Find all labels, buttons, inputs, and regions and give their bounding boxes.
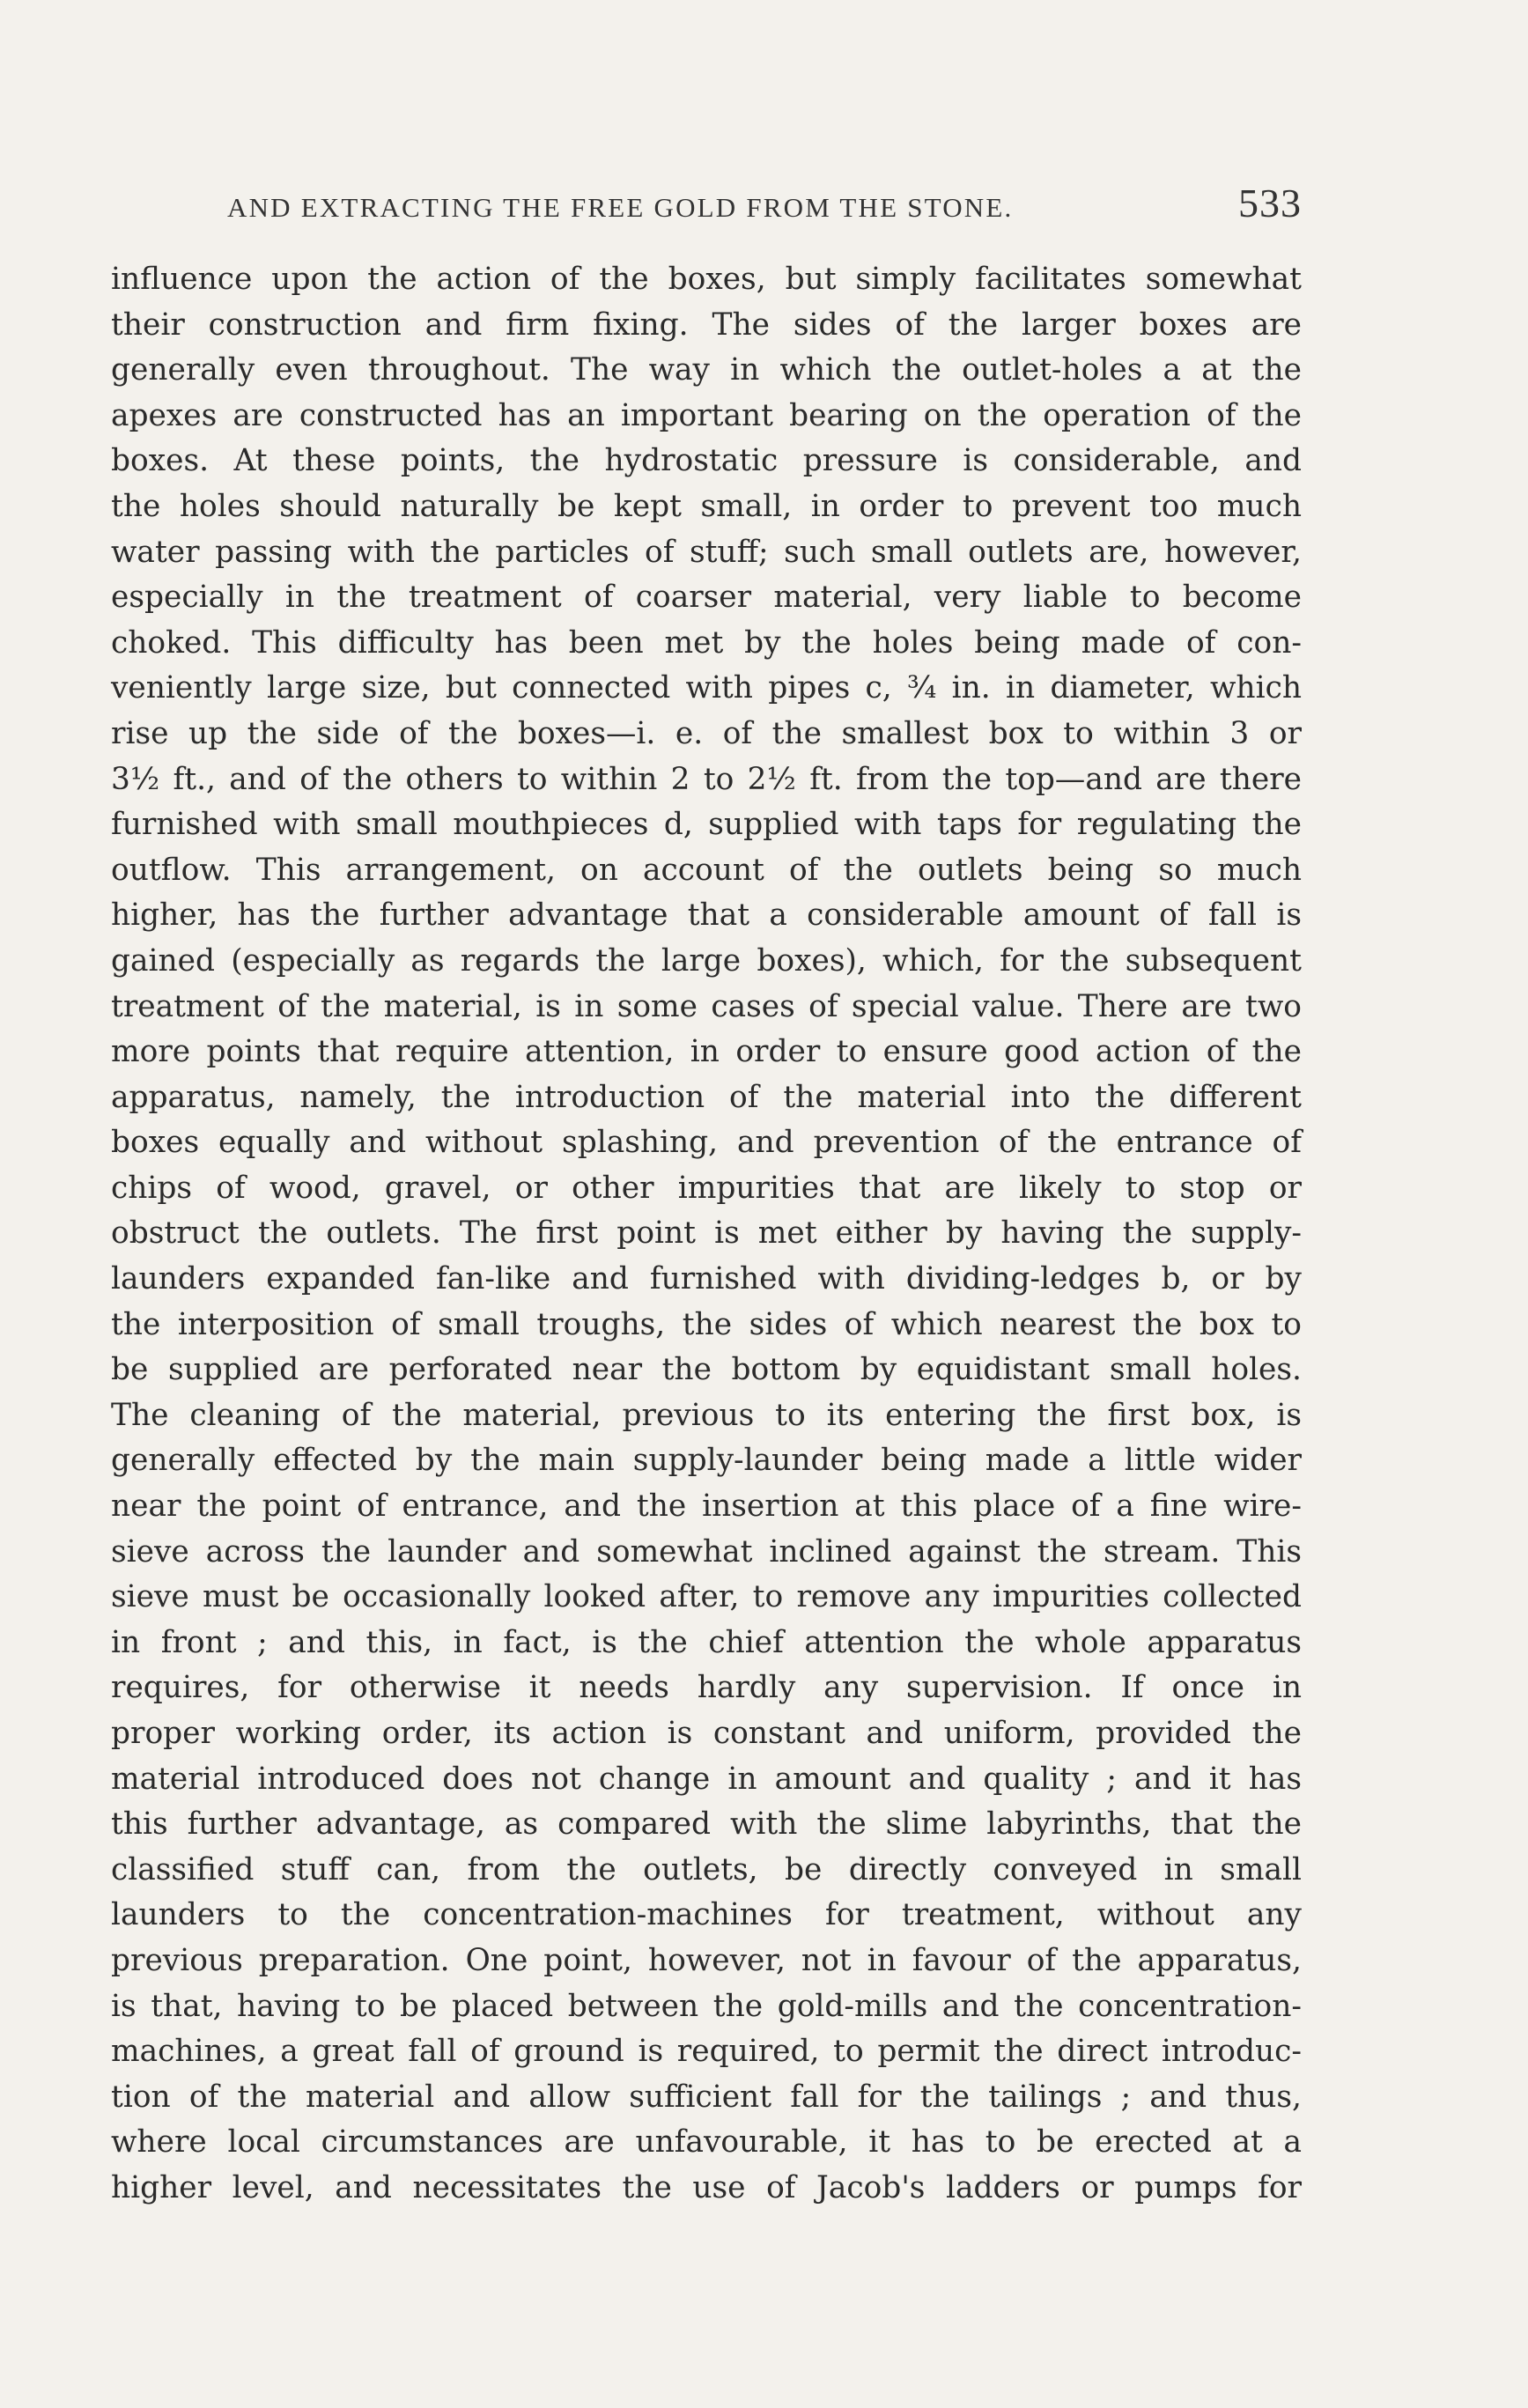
text-line: gained (especially as regards the large boxes), which, for the subsequent	[111, 942, 1302, 979]
text-line: boxes equally and without splashing, and prevention of the entrance of	[111, 1125, 1302, 1161]
text-line: rise up the side of the boxes—i. e. of the smallest box to within 3 or	[111, 715, 1302, 751]
text-line: especially in the treatment of coarser material, very liable to become	[111, 580, 1302, 616]
page-number: 533	[1238, 181, 1302, 225]
text-line: veniently large size, but connected with pipes c, ¾ in. in diameter, which	[111, 670, 1302, 706]
text-line: classified stuff can, from the outlets, be directly conveyed in small	[111, 1851, 1302, 1887]
text-line: more points that require attention, in order to ensure good action of the	[111, 1034, 1302, 1070]
text-line: obstruct the outlets. The first point is met either by having the supply-	[111, 1215, 1302, 1252]
text-line: previous preparation. One point, however, not in favour of the apparatus,	[111, 1942, 1302, 1978]
text-line: requires, for otherwise it needs hardly any supervision. If once in	[111, 1670, 1302, 1706]
text-line: material introduced does not change in amount and quality ; and it has	[111, 1761, 1302, 1797]
text-line: apparatus, namely, the introduction of the material into the different	[111, 1079, 1302, 1115]
text-line: higher level, and necessitates the use of Jacob's ladders or pumps for	[111, 2169, 1302, 2205]
text-line: sieve across the launder and somewhat inclined against the stream. This	[111, 1533, 1302, 1570]
text-line: furnished with small mouthpieces d, supplied with taps for regulating the	[111, 807, 1302, 843]
body-text	[111, 257, 1302, 2212]
text-line: generally even throughout. The way in which the outlet-holes a at the	[111, 352, 1302, 388]
text-line: near the point of entrance, and the insertion at this place of a fine wire-	[111, 1488, 1302, 1525]
text-line: treatment of the material, is in some cases of special value. There are two	[111, 988, 1302, 1024]
text-line: is that, having to be placed between the gold-mills and the concentration-	[111, 1988, 1302, 2024]
text-line: where local circumstances are unfavourable, it has to be erected at a	[111, 2124, 1302, 2161]
text-line: The cleaning of the material, previous to its entering the first box, is	[111, 1397, 1302, 1433]
text-line: water passing with the particles of stuff; such small outlets are, however,	[111, 534, 1302, 570]
running-head	[227, 180, 1302, 224]
text-line: machines, a great fall of ground is required, to permit the direct introduc-	[111, 2034, 1302, 2070]
running-title: AND EXTRACTING THE FREE GOLD FROM THE STONE.	[227, 192, 1014, 223]
text-line: 3½ ft., and of the others to within 2 to 2½ ft. from the top—and are there	[111, 761, 1302, 797]
text-line: in front ; and this, in fact, is the chief attention the whole apparatus	[111, 1624, 1302, 1660]
text-line: the interposition of small troughs, the sides of which nearest the box to	[111, 1306, 1302, 1342]
text-line: tion of the material and allow sufficient fall for the tailings ; and thus,	[111, 2079, 1302, 2115]
text-line: launders expanded fan-like and furnished with dividing-ledges b, or by	[111, 1261, 1302, 1297]
text-line: choked. This difficulty has been met by the holes being made of con-	[111, 624, 1302, 661]
text-line: be supplied are perforated near the bottom by equidistant small holes.	[111, 1352, 1302, 1388]
text-line: generally effected by the main supply-launder being made a little wider	[111, 1443, 1302, 1479]
text-line: boxes. At these points, the hydrostatic pressure is considerable, and	[111, 443, 1302, 479]
text-line: the holes should naturally be kept small, in order to prevent too much	[111, 488, 1302, 524]
text-line: this further advantage, as compared with the slime labyrinths, that the	[111, 1806, 1302, 1843]
text-line: higher, has the further advantage that a considerable amount of fall is	[111, 897, 1302, 934]
text-line: launders to the concentration-machines for treatment, without any	[111, 1897, 1302, 1933]
text-line: outflow. This arrangement, on account of the outlets being so much	[111, 852, 1302, 888]
text-line: sieve must be occasionally looked after, to remove any impurities collected	[111, 1579, 1302, 1615]
text-line: their construction and firm fixing. The sides of the larger boxes are	[111, 307, 1302, 343]
text-line: chips of wood, gravel, or other impurities that are likely to stop or	[111, 1170, 1302, 1206]
text-line: proper working order, its action is constant and uniform, provided the	[111, 1716, 1302, 1751]
text-line: influence upon the action of the boxes, but simply facilitates somewhat	[111, 262, 1302, 297]
text-line: apexes are constructed has an important bearing on the operation of the	[111, 397, 1302, 433]
